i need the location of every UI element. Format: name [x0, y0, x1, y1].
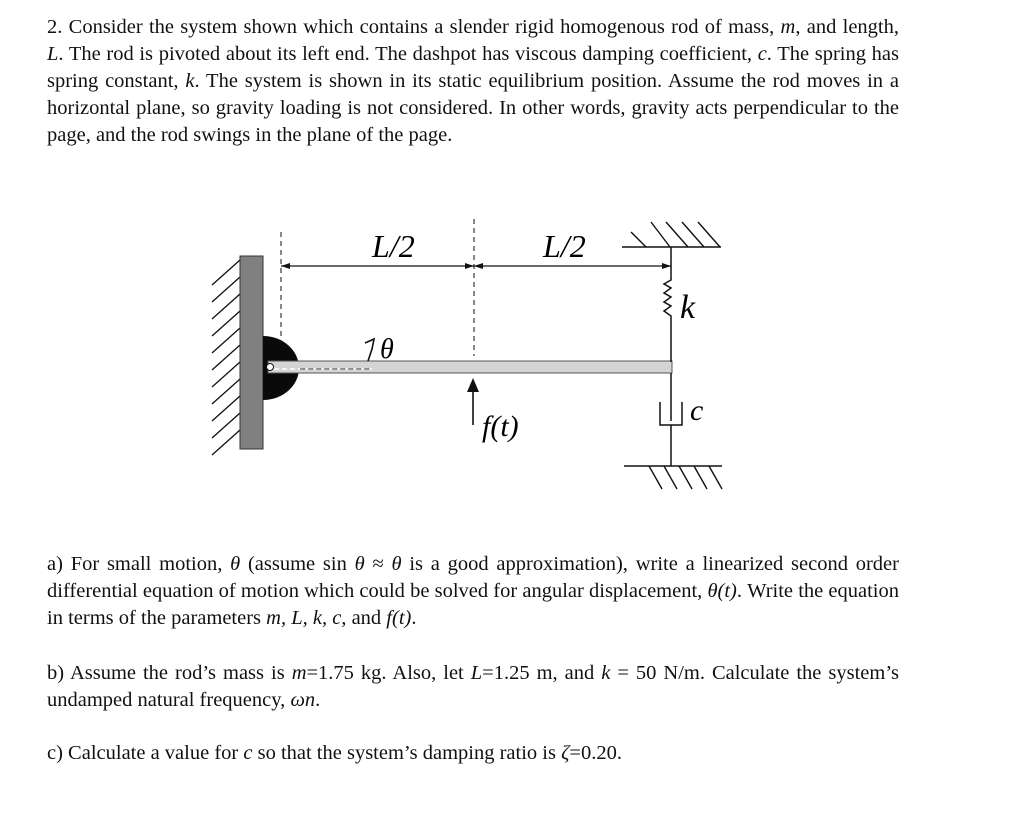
- fixed-wall: [240, 256, 263, 449]
- wall-hatching: [212, 260, 240, 455]
- math-symbol: m: [291, 662, 307, 684]
- dim-label-left: L/2: [372, 228, 415, 264]
- bottom-ground: [624, 466, 722, 489]
- math-symbol: ωn: [290, 689, 316, 711]
- problem-statement: 2. Consider the system shown which contains a slender rigid homogenous rod of mass, m, and length, L. The rod is pivoted about its left end. The dashpot has viscous damping coefficient, c. The spring has spring constant, k. The system is shown in its static equilibrium position. Assume the rod moves in a horizontal plane, so gravity loading is not considered. In other words, gravity acts perpendicular to the page, and the rod swings in the plane of the page.: [47, 16, 900, 146]
- dim-label-right: L/2: [543, 228, 586, 264]
- math-symbol: θ(t): [707, 580, 737, 602]
- math-symbol: f(t): [386, 607, 412, 629]
- question-c: c) Calculate a value for c so that the system’s damping ratio is ζ=0.20.: [47, 742, 622, 764]
- theta-label: θ: [380, 334, 394, 365]
- math-symbol: θ: [391, 553, 402, 575]
- pivot-pin: [267, 364, 274, 371]
- spring-label: k: [680, 289, 696, 326]
- math-symbol: L: [470, 662, 483, 684]
- rigid-rod: [268, 361, 672, 373]
- theta-arrow: [365, 339, 374, 361]
- damper-label: c: [690, 394, 704, 427]
- question-b: b) Assume the rod’s mass is m=1.75 kg. Also, let L=1.25 m, and k = 50 N/m. Calculate the system’s undamped natural frequency, ωn.: [47, 662, 900, 711]
- force-arrow: [467, 378, 479, 425]
- dimension-line: [281, 263, 671, 269]
- math-symbol: m: [780, 16, 796, 38]
- math-symbol: L: [47, 43, 59, 65]
- math-symbol: ζ: [561, 742, 570, 764]
- dashpot: [660, 373, 682, 466]
- math-symbol: k: [601, 662, 611, 684]
- math-symbol: k: [185, 70, 195, 92]
- math-symbol: m, L, k, c,: [266, 607, 347, 629]
- question-a: a) For small motion, θ (assume sin θ ≈ θ is a good approximation), write a linearized second order differential equation of motion which could be solved for angular displacement, θ(t). Write the equation in terms of the parameters m, L, k, c, and f(t).: [47, 553, 899, 629]
- math-symbol: θ: [230, 553, 241, 575]
- force-label: f(t): [482, 410, 519, 443]
- top-ground: [622, 222, 721, 247]
- math-symbol: c: [243, 742, 253, 764]
- math-symbol: c: [757, 43, 767, 65]
- math-symbol: θ: [354, 553, 365, 575]
